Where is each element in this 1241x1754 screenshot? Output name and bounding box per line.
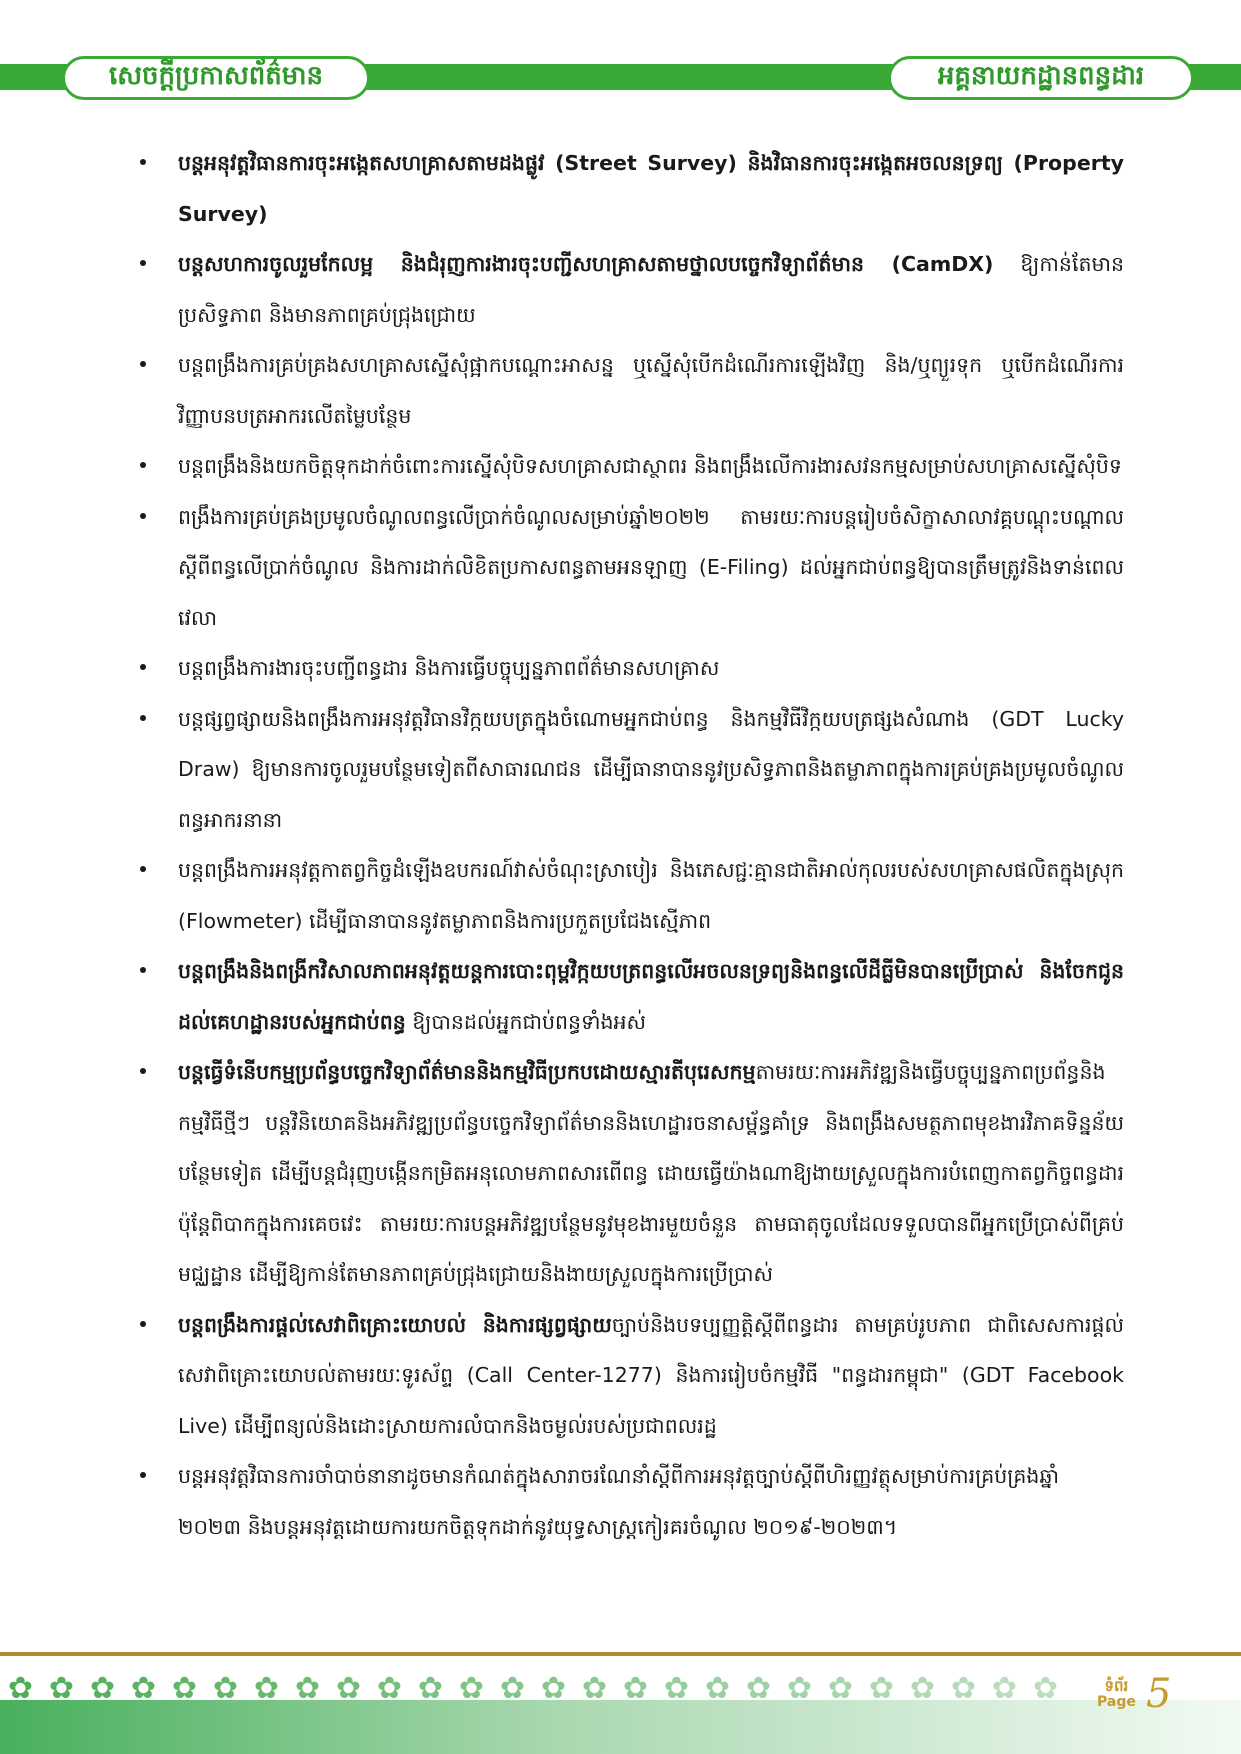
bullet-body-text: បន្តអនុវត្តវិធានការចាំបាច់នានាដូចមានកំណត់ក្នុងសារាចរណែនាំស្ដីពីការអនុវត្តច្បាប់ស្ដីពីហិរញ្ញវត្ថុសម្រាប់ការគ្រប់គ្រងឆ្នាំ ២០២៣ និងបន្តអនុវត្តដោយការយកចិត្តទុកដាក់នូវយុទ្ធសាស្ត្រកៀរគរចំណូល ២០១៩-២០២៣។	[178, 1464, 1059, 1539]
bullet-dot-icon	[140, 513, 146, 519]
bullet-lead-text: បន្តសហការចូលរួមកែលម្អ និងជំរុញការងារចុះបញ្ជីសហគ្រាសតាមថ្នាលបច្ចេកវិទ្យាព័ត៌មាន (CamDX)	[178, 252, 994, 276]
flower-ornament-icon: ✿	[786, 1671, 813, 1706]
list-item	[140, 340, 1124, 441]
flower-ornament-icon: ✿	[130, 1671, 157, 1706]
flower-ornament-icon: ✿	[212, 1671, 239, 1706]
bullet-body-text: ច្បាប់និងបទប្បញ្ញត្តិស្តីពីពន្ធដារ តាមគ្រប់រូបភាព ជាពិសេសការផ្តល់សេវាពិគ្រោះយោបល់តាមរយៈទូរស័ព្ទ (Call Center-1277) និងការរៀបចំកម្មវិធី "ពន្ធដារកម្ពុជា" (GDT Facebook Live) ដើម្បីពន្យល់និងដោះស្រាយការលំបាកនិងចម្ងល់របស់ប្រជាពលរដ្ឋ	[178, 1312, 1124, 1438]
flower-ornament-icon: ✿	[540, 1671, 567, 1706]
bullet-dot-icon	[140, 1472, 146, 1478]
list-item	[140, 845, 1124, 946]
list-item	[140, 1451, 1124, 1552]
page-label-kh: ទំព័រ	[1104, 1677, 1129, 1695]
bullet-body-text: បន្តពង្រឹងនិងយកចិត្តទុកដាក់ចំពោះការស្នើសុំបិទសហគ្រាសជាស្ថាពរ និងពង្រឹងលើការងារសវនកម្មសម្រាប់សហគ្រាសស្នើសុំបិទ	[178, 454, 1122, 478]
bullet-lead-text: បន្តអនុវត្តវិធានការចុះអង្កេតសហគ្រាសតាមដងផ្លូវ (Street Survey) និងវិធានការចុះអង្កេតអចលនទ្រព្យ (Property Survey)	[178, 151, 1124, 226]
flower-ornament-icon: ✿	[458, 1671, 485, 1706]
flower-ornament-icon: ✿	[622, 1671, 649, 1706]
list-item	[140, 1047, 1124, 1300]
flower-ornament-icon: ✿	[1032, 1671, 1059, 1706]
bullet-dot-icon	[140, 159, 146, 165]
page-number: 5	[1146, 1671, 1172, 1717]
bullet-body-text: តាមរយៈការអភិវឌ្ឍនិងធ្វើបច្ចុប្បន្នភាពប្រព័ន្ធនិងកម្មវិធីថ្មីៗ បន្តវិនិយោគនិងអភិវឌ្ឍប្រព័ន្ធបច្ចេកវិទ្យាព័ត៌មាននិងហេដ្ឋារចនាសម្ព័ន្ធគាំទ្រ និងពង្រឹងសមត្ថភាពមុខងារវិភាគទិន្នន័យបន្ថែមទៀត ដើម្បីបន្តជំរុញបង្កើនកម្រិតអនុលោមភាពសារពើពន្ធ ដោយធ្វើយ៉ាងណាឱ្យងាយស្រួលក្នុងការបំពេញកាតព្វកិច្ចពន្ធដារ ប៉ុន្តែពិបាកក្នុងការគេចវេះ តាមរយៈការបន្តអភិវឌ្ឍបន្ថែមនូវមុខងារមួយចំនួន តាមធាតុចូលដែលទទួលបានពីអ្នកប្រើប្រាស់ពីគ្រប់មជ្ឈដ្ឋាន ដើម្បីឱ្យកាន់តែមានភាពគ្រប់ជ្រុងជ្រោយនិងងាយស្រួលក្នុងការប្រើប្រាស់	[178, 1060, 1124, 1286]
bullet-lead-text: បន្តពង្រឹងការផ្តល់សេវាពិគ្រោះយោបល់ និងការផ្សព្វផ្សាយ	[178, 1312, 612, 1337]
bullet-body-text: បន្តពង្រឹងការគ្រប់គ្រងសហគ្រាសស្នើសុំផ្អាកបណ្ដោះអាសន្ន ឬស្នើសុំបើកដំណើរការឡើងវិញ និង/ឬព្យួរទុក ឬបើកដំណើរការវិញ្ញាបនបត្រអាករលើតម្លៃបន្ថែម	[178, 353, 1124, 428]
bullet-dot-icon	[140, 1321, 146, 1327]
bullet-dot-icon	[140, 1068, 146, 1074]
list-item	[140, 946, 1124, 1047]
flower-ornament-icon: ✿	[417, 1671, 444, 1706]
list-item	[140, 441, 1124, 492]
footer-divider	[0, 1652, 1241, 1656]
flower-ornament-icon: ✿	[581, 1671, 608, 1706]
flower-ornament-icon: ✿	[253, 1671, 280, 1706]
flower-ornament-icon: ✿	[171, 1671, 198, 1706]
bullet-dot-icon	[140, 715, 146, 721]
bullet-body-text: ឱ្យកាន់តែមានប្រសិទ្ធភាព និងមានភាពគ្រប់ជ្រុងជ្រោយ	[178, 252, 1124, 327]
flower-ornament-icon: ✿	[294, 1671, 321, 1706]
bullet-dot-icon	[140, 664, 146, 670]
flower-ornament-icon: ✿	[7, 1671, 34, 1706]
list-item	[140, 643, 1124, 694]
flower-ornament-icon: ✿	[499, 1671, 526, 1706]
flower-ornament-icon: ✿	[909, 1671, 936, 1706]
bullet-list	[140, 138, 1124, 1552]
flower-ornament-icon: ✿	[704, 1671, 731, 1706]
flower-ornament-icon: ✿	[745, 1671, 772, 1706]
list-item	[140, 138, 1124, 239]
list-item	[140, 492, 1124, 644]
flower-ornament-icon: ✿	[48, 1671, 75, 1706]
flower-ornament-icon: ✿	[376, 1671, 403, 1706]
list-item	[140, 239, 1124, 340]
bullet-lead-text: បន្តពង្រឹងនិងពង្រីកវិសាលភាពអនុវត្តយន្តការបោះពុម្ពវិក្កយបត្រពន្ធលើអចលនទ្រព្យនិងពន្ធលើដីធ្លីមិនបានប្រើប្រាស់ និងចែកជូនដល់គេហដ្ឋានរបស់អ្នកជាប់ពន្ធ	[178, 959, 1124, 1034]
bullet-dot-icon	[140, 462, 146, 468]
bullet-dot-icon	[140, 361, 146, 367]
header-title-right: អគ្គនាយកដ្ឋានពន្ធដារ	[888, 56, 1194, 100]
flower-ornament-icon: ✿	[335, 1671, 362, 1706]
header-title-left: សេចក្តីប្រកាសព័ត៌មាន	[62, 56, 370, 100]
flower-ornament-icon: ✿	[663, 1671, 690, 1706]
bullet-body-text: បន្តពង្រឹងការអនុវត្តកាតព្វកិច្ចដំឡើងឧបករណ៍វាស់ចំណុះស្រាបៀរ និងភេសជ្ជៈគ្មានជាតិអាល់កុលរបស់សហគ្រាសផលិតក្នុងស្រុក (Flowmeter) ដើម្បីធានាបាននូវតម្លាភាពនិងការប្រកួតប្រជែងស្មើភាព	[178, 858, 1124, 933]
bullet-body-text: ពង្រឹងការគ្រប់គ្រងប្រមូលចំណូលពន្ធលើប្រាក់ចំណូលសម្រាប់ឆ្នាំ២០២២ តាមរយៈការបន្តរៀបចំសិក្ខាសាលាវគ្គបណ្ដុះបណ្ដាល ស្ដីពីពន្ធលើប្រាក់ចំណូល និងការដាក់លិខិតប្រកាសពន្ធតាមអនឡាញ (E-Filing) ដល់អ្នកជាប់ពន្ធឱ្យបានត្រឹមត្រូវនិងទាន់ពេលវេលា	[178, 504, 1124, 630]
list-item	[140, 694, 1124, 846]
bullet-body-text: ឱ្យបានដល់អ្នកជាប់ពន្ធទាំងអស់	[405, 1009, 647, 1034]
bullet-dot-icon	[140, 967, 146, 973]
flower-ornament-icon: ✿	[827, 1671, 854, 1706]
footer-ornaments	[0, 1664, 1080, 1714]
bullet-lead-text: បន្តធ្វើទំនើបកម្មប្រព័ន្ធបច្ចេកវិទ្យាព័ត៌មាននិងកម្មវិធីប្រកបដោយស្មារតីបុរេសកម្ម	[178, 1060, 756, 1084]
list-item	[140, 1300, 1124, 1452]
flower-ornament-icon: ✿	[950, 1671, 977, 1706]
bullet-dot-icon	[140, 866, 146, 872]
flower-ornament-icon: ✿	[868, 1671, 895, 1706]
bullet-body-text: បន្តផ្សព្វផ្សាយនិងពង្រឹងការអនុវត្តវិធានវិក្កយបត្រក្នុងចំណោមអ្នកជាប់ពន្ធ និងកម្មវិធីវិក្កយបត្រផ្សងសំណាង (GDT Lucky Draw) ឱ្យមានការចូលរួមបន្ថែមទៀតពីសាធារណជន ដើម្បីធានាបាននូវប្រសិទ្ធភាពនិងតម្លាភាពក្នុងការគ្រប់គ្រងប្រមូលចំណូលពន្ធអាករនានា	[178, 706, 1124, 832]
flower-ornament-icon: ✿	[89, 1671, 116, 1706]
page-label-en: Page	[1097, 1694, 1136, 1710]
bullet-body-text: បន្តពង្រឹងការងារចុះបញ្ជីពន្ធដារ និងការធ្វើបច្ចុប្បន្នភាពព័ត៌មានសហគ្រាស	[178, 656, 720, 680]
page-content	[140, 138, 1124, 1552]
flower-ornament-icon: ✿	[991, 1671, 1018, 1706]
bullet-dot-icon	[140, 260, 146, 266]
page-label	[1097, 1678, 1136, 1710]
